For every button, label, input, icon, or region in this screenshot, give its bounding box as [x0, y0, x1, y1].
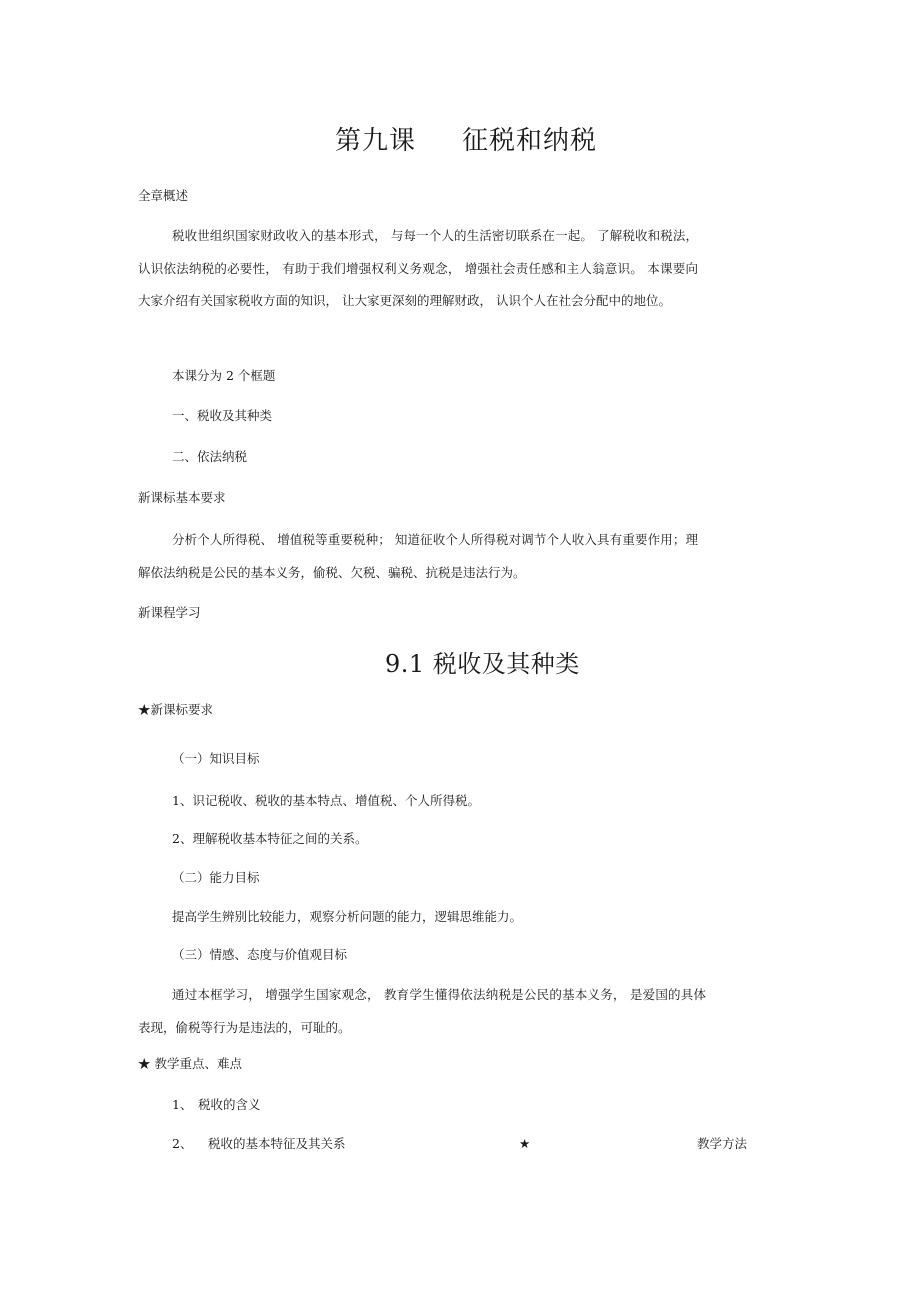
key-point-2-number: 2、: [172, 1136, 193, 1151]
overview-paragraph: 税收世组织国家财政收入的基本形式， 与每一个人的生活密切联系在一起。 了解税收和税法， 认识依法纳税的必要性， 有助于我们增强权利义务观念， 增强社会责任感和主人翁意识。 本课要向大家介绍有关国家税收方面的知识， 让大家更深刻的理解财政， 认识个人在社会分配中的地位。: [138, 228, 698, 308]
ability-text: 提高学生辨别比较能力，观察分析问题的能力，逻辑思维能力。: [172, 909, 523, 924]
frames-intro: 本课分为 2 个框题: [172, 368, 276, 383]
section-requirements-heading: ★新课标要求: [138, 702, 214, 717]
emotion-goal-heading: （三）情感、态度与价值观目标: [172, 947, 348, 962]
key-point-1-number: 1、: [172, 1097, 193, 1112]
knowledge-goal-heading: （一）知识目标: [172, 751, 260, 766]
frame-item-2: 二、依法纳税: [172, 449, 248, 464]
chapter-title-part2: 征税和纳税: [462, 126, 598, 156]
emotion-paragraph: 通过本框学习， 增强学生国家观念， 教育学生懂得依法纳税是公民的基本义务， 是爱国的具体表现，偷税等行为是违法的，可耻的。: [138, 987, 706, 1035]
knowledge-item-1: 1、识记税收、税收的基本特点、增值税、个人所得税。: [172, 793, 480, 808]
ability-goal-heading: （二）能力目标: [172, 870, 260, 885]
star-icon: ★: [519, 1136, 531, 1151]
overview-heading: 全章概述: [138, 188, 189, 203]
knowledge-item-2: 2、理解税收基本特征之间的关系。: [172, 831, 368, 846]
standard-heading: 新课标基本要求: [138, 490, 226, 505]
standard-paragraph: 分析个人所得税、 增值税等重要税种； 知道征收个人所得税对调节个人收入具有重要作用；理解依法纳税是公民的基本义务，偷税、欠税、骗税、抗税是违法行为。: [138, 532, 698, 580]
key-points-heading: ★ 教学重点、难点: [138, 1056, 242, 1071]
section-title: 9.1 税收及其种类: [385, 650, 580, 678]
frame-item-1: 一、税收及其种类: [172, 408, 273, 423]
teaching-method-heading: 教学方法: [697, 1136, 748, 1151]
course-study-heading: 新课程学习: [138, 605, 201, 620]
chapter-title-part1: 第九课: [335, 126, 417, 156]
key-point-2-text: 税收的基本特征及其关系: [208, 1136, 346, 1151]
key-point-1-text: 税收的含义: [198, 1097, 261, 1112]
